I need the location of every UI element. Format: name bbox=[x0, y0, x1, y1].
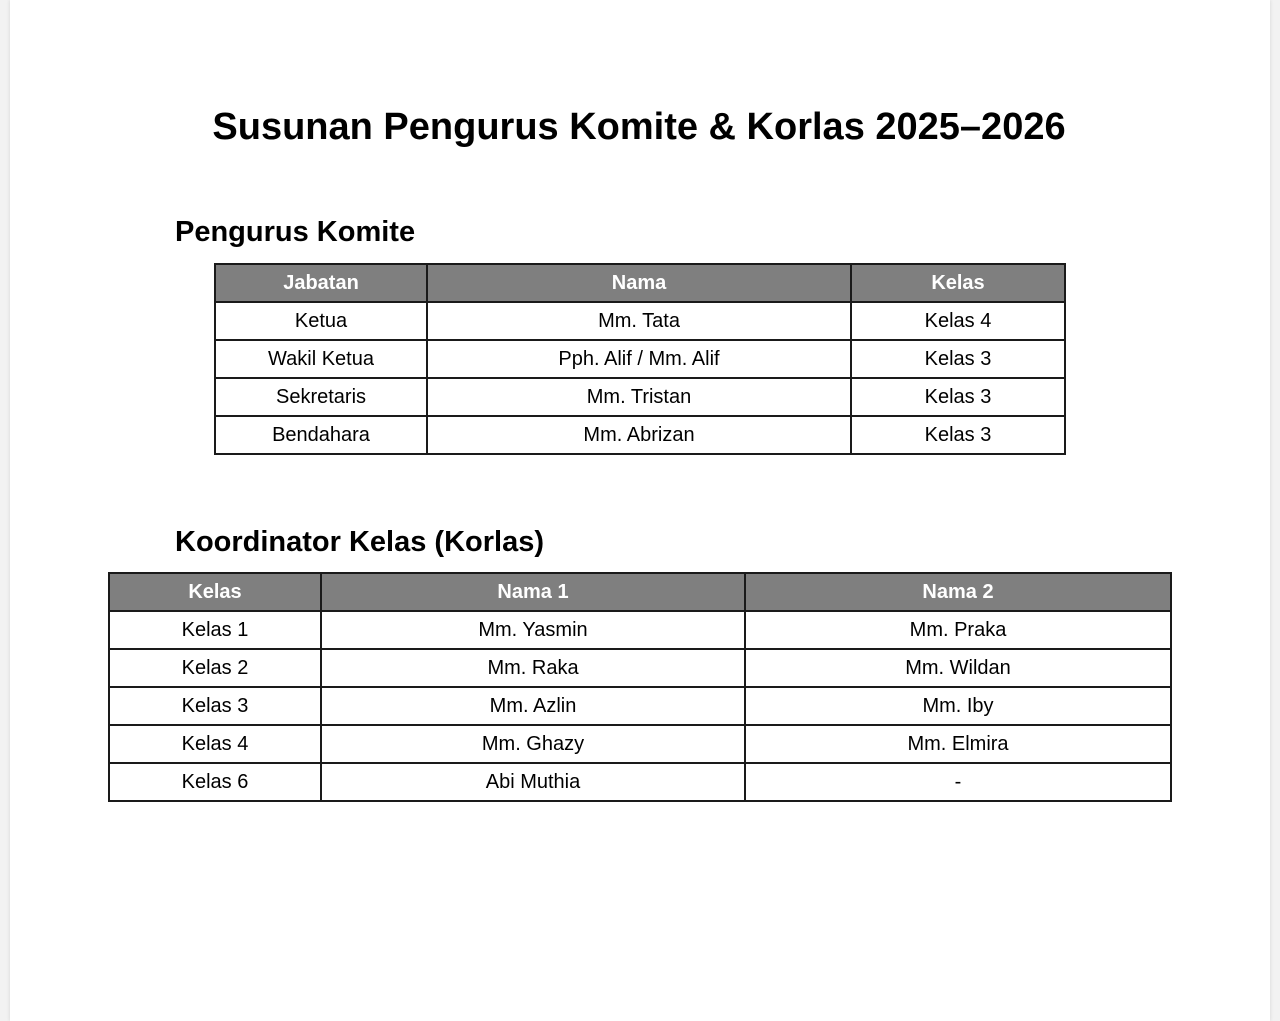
korlas-cell-nama-1: Mm. Azlin bbox=[321, 687, 745, 725]
korlas-cell-kelas: Kelas 4 bbox=[109, 725, 321, 763]
komite-cell-jabatan: Ketua bbox=[215, 302, 427, 340]
korlas-col-nama-1: Nama 1 bbox=[321, 573, 745, 611]
komite-heading: Pengurus Komite bbox=[175, 216, 416, 248]
komite-cell-nama: Mm. Tata bbox=[427, 302, 851, 340]
komite-cell-nama: Mm. Tristan bbox=[427, 378, 851, 416]
komite-table bbox=[214, 263, 1066, 455]
document-page bbox=[10, 0, 1270, 1021]
komite-cell-jabatan: Sekretaris bbox=[215, 378, 427, 416]
table-row bbox=[109, 687, 1171, 725]
korlas-heading: Koordinator Kelas (Korlas) bbox=[175, 526, 544, 558]
komite-col-nama: Nama bbox=[427, 264, 851, 302]
komite-cell-kelas: Kelas 3 bbox=[851, 340, 1065, 378]
komite-header-row bbox=[215, 264, 1065, 302]
table-row bbox=[215, 302, 1065, 340]
korlas-cell-nama-2: Mm. Iby bbox=[745, 687, 1171, 725]
korlas-cell-nama-2: Mm. Praka bbox=[745, 611, 1171, 649]
korlas-cell-nama-1: Mm. Yasmin bbox=[321, 611, 745, 649]
komite-cell-jabatan: Bendahara bbox=[215, 416, 427, 454]
table-row bbox=[215, 378, 1065, 416]
korlas-cell-nama-2: Mm. Elmira bbox=[745, 725, 1171, 763]
korlas-header-row bbox=[109, 573, 1171, 611]
korlas-cell-kelas: Kelas 3 bbox=[109, 687, 321, 725]
document-title: Susunan Pengurus Komite & Korlas 2025–2026 bbox=[212, 106, 1066, 148]
komite-col-jabatan: Jabatan bbox=[215, 264, 427, 302]
korlas-table bbox=[108, 572, 1172, 802]
komite-cell-nama: Pph. Alif / Mm. Alif bbox=[427, 340, 851, 378]
korlas-col-kelas: Kelas bbox=[109, 573, 321, 611]
table-row bbox=[215, 340, 1065, 378]
korlas-cell-nama-2: Mm. Wildan bbox=[745, 649, 1171, 687]
korlas-cell-nama-2: - bbox=[745, 763, 1171, 801]
table-row bbox=[109, 649, 1171, 687]
table-row bbox=[109, 763, 1171, 801]
korlas-cell-nama-1: Mm. Raka bbox=[321, 649, 745, 687]
komite-cell-jabatan: Wakil Ketua bbox=[215, 340, 427, 378]
komite-cell-kelas: Kelas 4 bbox=[851, 302, 1065, 340]
komite-cell-nama: Mm. Abrizan bbox=[427, 416, 851, 454]
korlas-cell-kelas: Kelas 2 bbox=[109, 649, 321, 687]
korlas-cell-nama-1: Mm. Ghazy bbox=[321, 725, 745, 763]
table-row bbox=[109, 611, 1171, 649]
korlas-cell-kelas: Kelas 6 bbox=[109, 763, 321, 801]
komite-cell-kelas: Kelas 3 bbox=[851, 378, 1065, 416]
table-row bbox=[215, 416, 1065, 454]
korlas-col-nama-2: Nama 2 bbox=[745, 573, 1171, 611]
korlas-cell-kelas: Kelas 1 bbox=[109, 611, 321, 649]
korlas-cell-nama-1: Abi Muthia bbox=[321, 763, 745, 801]
komite-cell-kelas: Kelas 3 bbox=[851, 416, 1065, 454]
komite-col-kelas: Kelas bbox=[851, 264, 1065, 302]
table-row bbox=[109, 725, 1171, 763]
